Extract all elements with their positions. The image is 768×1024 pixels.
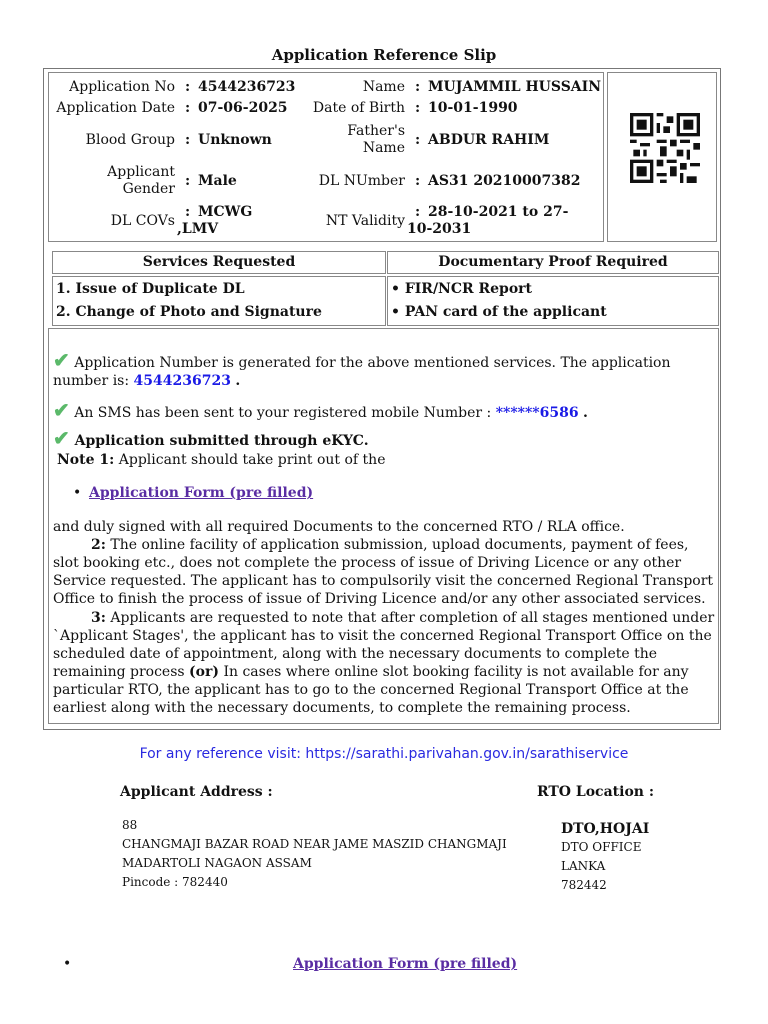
colon: : bbox=[415, 132, 421, 148]
address-block bbox=[122, 816, 507, 892]
note-text: The online facility of application submission, upload documents, payment of fees, slot booking etc., does not complete the process of issue of Driving Licence or any other Service requested. The applicant has to compulsorily visit the concerned Regional Transport Office to finish the process of issue of Driving Licence and/or any other associated services. bbox=[53, 537, 714, 607]
colon: : bbox=[185, 79, 191, 95]
proof-item: • PAN card of the applicant bbox=[391, 304, 607, 320]
note-1 bbox=[57, 451, 707, 469]
services-cell bbox=[52, 276, 386, 326]
note-2 bbox=[53, 536, 715, 608]
colon: : bbox=[415, 204, 421, 220]
father-value: ABDUR RAHIM bbox=[428, 132, 550, 148]
qr-code-icon bbox=[630, 113, 700, 183]
proof-item: • FIR/NCR Report bbox=[391, 281, 533, 297]
blood-group-value: Unknown bbox=[198, 132, 272, 148]
message-text: Application submitted through eKYC. bbox=[74, 433, 369, 449]
note-label: 2: bbox=[91, 537, 106, 553]
rto-line: LANKA bbox=[561, 859, 606, 873]
app-number-highlight: 4544236723 bbox=[133, 373, 231, 389]
blood-group-label: Blood Group bbox=[85, 132, 175, 148]
messages-box bbox=[48, 328, 719, 724]
message-ekyc bbox=[53, 426, 703, 450]
note-text: In cases where online slot booking facility is not available for any particular RTO, the applicant has to go to the concerned Regional Transport Office at the earliest along with the necessary documents, to complete the remaining process. bbox=[53, 664, 689, 716]
name-value: MUJAMMIL HUSSAIN bbox=[428, 79, 602, 95]
dl-covs-value: MCWG ,LMV bbox=[177, 204, 253, 237]
colon: : bbox=[185, 173, 191, 189]
message-sms bbox=[53, 398, 703, 422]
check-icon: ✔ bbox=[53, 398, 70, 422]
service-item: 1. Issue of Duplicate DL bbox=[56, 281, 245, 297]
dl-number-label: DL NUmber bbox=[318, 173, 405, 189]
service-item: 2. Change of Photo and Signature bbox=[56, 304, 322, 320]
proofs-header: Documentary Proof Required bbox=[438, 254, 668, 270]
message-text: An SMS has been sent to your registered mobile Number : bbox=[74, 405, 492, 421]
dl-covs-label: DL COVs bbox=[110, 213, 175, 229]
nt-validity-value: 28-10-2021 to 27-10-2031 bbox=[407, 204, 569, 237]
note-label: Note 1: bbox=[57, 452, 115, 468]
nt-validity-label: NT Validity bbox=[325, 213, 405, 229]
dob-value: 10-01-1990 bbox=[428, 100, 518, 116]
check-icon: ✔ bbox=[53, 348, 70, 372]
rto-label: RTO Location : bbox=[537, 784, 654, 800]
dl-number-value: AS31 20210007382 bbox=[428, 173, 581, 189]
note-or: (or) bbox=[189, 664, 219, 680]
message-app-number bbox=[53, 348, 703, 390]
reference-line: For any reference visit: https://sarathi.parivahan.gov.in/sarathiservice bbox=[139, 746, 629, 762]
footer-bullet: • bbox=[63, 956, 72, 972]
mobile-number-highlight: ******6586 bbox=[495, 405, 579, 421]
app-date-value: 07-06-2025 bbox=[198, 100, 288, 116]
dob-label: Date of Birth bbox=[312, 100, 405, 116]
gender-label: Applicant Gender bbox=[107, 164, 175, 197]
colon: : bbox=[415, 79, 421, 95]
rto-name: DTO,HOJAI bbox=[561, 821, 650, 837]
colon: : bbox=[185, 132, 191, 148]
note-text: Applicant should take print out of the bbox=[118, 452, 386, 468]
note-3 bbox=[53, 609, 715, 717]
colon: : bbox=[415, 100, 421, 116]
qr-box bbox=[607, 72, 717, 242]
details-box bbox=[48, 72, 604, 242]
address-line: Pincode : 782440 bbox=[122, 875, 228, 889]
rto-line: 782442 bbox=[561, 878, 607, 892]
father-label: Father's Name bbox=[347, 123, 405, 156]
note-label: 3: bbox=[91, 610, 106, 626]
para-duly-signed: and duly signed with all required Documents to the concerned RTO / RLA office. bbox=[53, 519, 625, 535]
app-no-label: Application No bbox=[69, 79, 175, 95]
address-line: CHANGMAJI BAZAR ROAD NEAR JAME MASZID CHANGMAJI bbox=[122, 837, 507, 851]
address-line: MADARTOLI NAGAON ASSAM bbox=[122, 856, 312, 870]
footer-application-form-link[interactable]: Application Form (pre filled) bbox=[293, 956, 518, 972]
colon: : bbox=[185, 204, 191, 220]
services-header: Services Requested bbox=[142, 254, 296, 270]
check-icon: ✔ bbox=[53, 426, 70, 450]
address-line: 88 bbox=[122, 818, 138, 832]
period: . bbox=[235, 373, 241, 389]
colon: : bbox=[415, 173, 421, 189]
proofs-header-cell bbox=[387, 251, 719, 274]
period: . bbox=[583, 405, 588, 421]
services-header-cell bbox=[52, 251, 386, 274]
rto-line: DTO OFFICE bbox=[561, 840, 642, 854]
gender-value: Male bbox=[198, 173, 237, 189]
name-label: Name bbox=[362, 79, 405, 95]
address-label: Applicant Address : bbox=[120, 784, 273, 800]
application-form-link[interactable]: Application Form (pre filled) bbox=[89, 485, 314, 501]
proofs-cell bbox=[387, 276, 719, 326]
message-text: Application Number is generated for the above mentioned services. The application number is: bbox=[53, 355, 671, 389]
list-bullet: • bbox=[73, 485, 82, 501]
app-no-value: 4544236723 bbox=[198, 79, 296, 95]
colon: : bbox=[185, 100, 191, 116]
note-text: Applicants are requested to note that after completion of all stages mentioned under `Applicant Stages', the applicant has to visit the concerned Regional Transport Office on the scheduled date of appointment, along with the necessary documents to complete the remaining process bbox=[53, 610, 715, 680]
app-date-label: Application Date bbox=[56, 100, 175, 116]
page-title: Application Reference Slip bbox=[271, 46, 497, 64]
rto-block bbox=[561, 838, 641, 895]
